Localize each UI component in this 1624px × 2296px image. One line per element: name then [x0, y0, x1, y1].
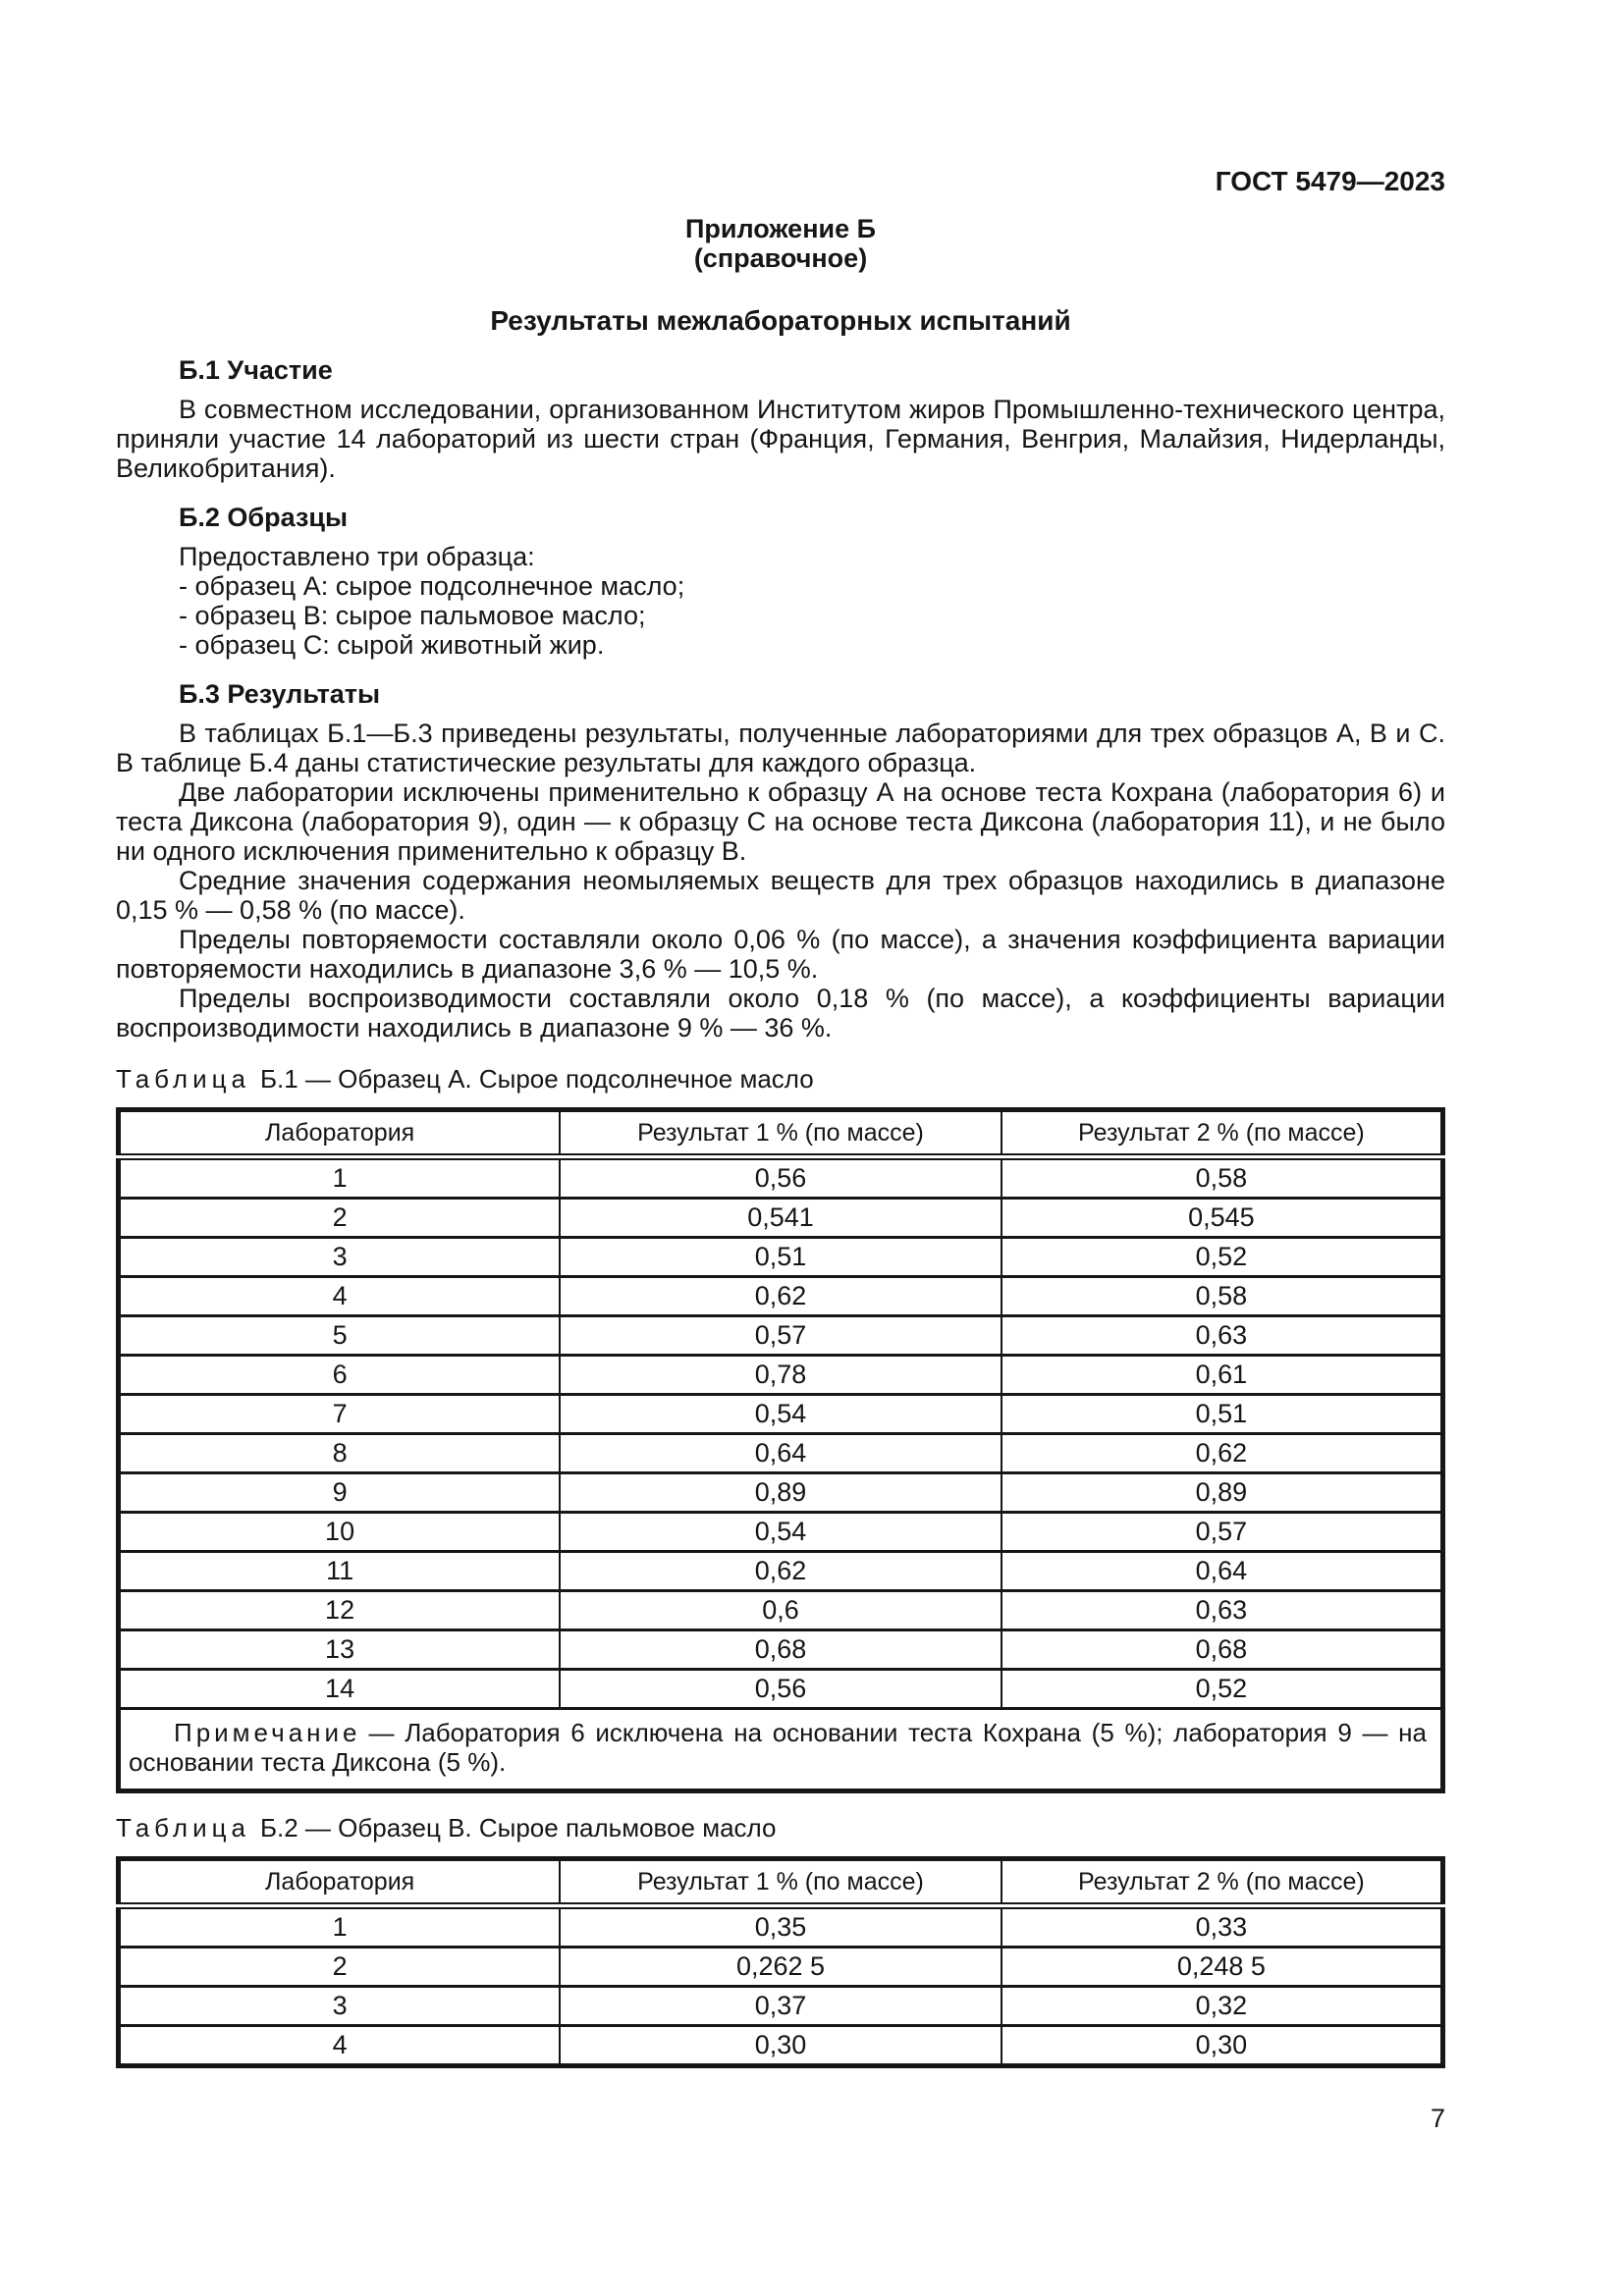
table-cell: 3: [119, 1238, 561, 1277]
table-cell: 0,64: [560, 1434, 1001, 1473]
sample-item-c: - образец С: сырой животный жир.: [179, 630, 605, 660]
table-cell: 0,52: [1001, 1238, 1443, 1277]
table-b2-title: [116, 1813, 1445, 1842]
table-row: [119, 1948, 1443, 1987]
column-header-laboratory: Лаборатория: [119, 1859, 561, 1906]
table-cell: 0,68: [1001, 1630, 1443, 1670]
appendix-title: Результаты межлабораторных испытаний: [490, 305, 1071, 336]
table-cell: 0,89: [1001, 1473, 1443, 1513]
table-row: [119, 1670, 1443, 1709]
table-b1-note: [129, 1718, 1427, 1777]
table-cell: 0,6: [560, 1591, 1001, 1630]
table-cell: 13: [119, 1630, 561, 1670]
table-cell: 3: [119, 1987, 561, 2026]
section-b2-heading: Б.2 Образцы: [179, 503, 349, 532]
table-cell: 9: [119, 1473, 561, 1513]
table-cell: 7: [119, 1395, 561, 1434]
section-b3-paragraph-2: Две лаборатории исключены применительно к образцу А на основе теста Кохрана (лаборатория 6) и теста Диксона (лаборатория 9), один — к образцу С на основе теста Диксона (лаборатория 11), и не было ни одного исключения применительно к образцу В.: [116, 777, 1445, 866]
table-b1: [116, 1107, 1445, 1793]
table-b2-title-rest: Б.2 — Образец В. Сырое пальмовое масло: [259, 1813, 777, 1842]
table-cell: 1: [119, 1906, 561, 1948]
table-cell: 0,262 5: [560, 1948, 1001, 1987]
column-header-result2: Результат 2 % (по массе): [1001, 1859, 1443, 1906]
table-row: [119, 1277, 1443, 1316]
table-header-row: [119, 1859, 1443, 1906]
table-b1-footer: [119, 1709, 1443, 1791]
table-row: [119, 1316, 1443, 1356]
table-row: [119, 1395, 1443, 1434]
table-cell: 0,58: [1001, 1157, 1443, 1199]
table-b2-title-word: Таблица: [116, 1813, 250, 1842]
table-cell: 0,56: [560, 1157, 1001, 1199]
table-row: [119, 2026, 1443, 2066]
table-row: [119, 1473, 1443, 1513]
table-b1-body: [119, 1157, 1443, 1709]
table-cell: 0,51: [1001, 1395, 1443, 1434]
table-cell: 0,63: [1001, 1591, 1443, 1630]
sample-item-b: - образец В: сырое пальмовое масло;: [179, 601, 646, 630]
table-cell: 0,89: [560, 1473, 1001, 1513]
section-b3-paragraph-3: Средние значения содержания неомыляемых веществ для трех образцов находились в диапазоне 0,15 % — 0,58 % (по массе).: [116, 866, 1445, 925]
sample-item-a: - образец А: сырое подсолнечное масло;: [179, 571, 685, 601]
table-cell: 12: [119, 1591, 561, 1630]
table-row: [119, 1987, 1443, 2026]
section-b1-heading: Б.1 Участие: [179, 355, 333, 385]
table-cell: 4: [119, 1277, 561, 1316]
table-cell: 5: [119, 1316, 561, 1356]
table-row: [119, 1552, 1443, 1591]
note-word: Примечание: [174, 1718, 361, 1747]
table-row: [119, 1238, 1443, 1277]
table-cell: 0,56: [560, 1670, 1001, 1709]
table-b1-title: [116, 1064, 1445, 1094]
table-cell: 0,541: [560, 1199, 1001, 1238]
table-cell: 0,30: [560, 2026, 1001, 2066]
table-cell: 6: [119, 1356, 561, 1395]
table-cell: 0,62: [1001, 1434, 1443, 1473]
column-header-laboratory: Лаборатория: [119, 1110, 561, 1157]
table-note-row: [119, 1709, 1443, 1791]
table-row: [119, 1630, 1443, 1670]
doc-number: ГОСТ 5479—2023: [1215, 166, 1445, 196]
table-cell: 11: [119, 1552, 561, 1591]
column-header-result1: Результат 1 % (по массе): [560, 1859, 1001, 1906]
section-b2-intro: Предоставлено три образца:: [179, 542, 535, 571]
table-cell: 0,30: [1001, 2026, 1443, 2066]
note-rest: — Лаборатория 6 исключена на основании теста Кохрана (5 %); лаборатория 9 — на основании теста Диксона (5 %).: [129, 1718, 1427, 1777]
table-cell: 0,57: [1001, 1513, 1443, 1552]
table-cell: 0,64: [1001, 1552, 1443, 1591]
table-header-row: [119, 1110, 1443, 1157]
table-cell: 0,545: [1001, 1199, 1443, 1238]
table-cell: 0,68: [560, 1630, 1001, 1670]
table-row: [119, 1591, 1443, 1630]
table-b2-header: [119, 1859, 1443, 1906]
table-cell: 0,54: [560, 1513, 1001, 1552]
table-row: [119, 1356, 1443, 1395]
table-cell: 0,62: [560, 1552, 1001, 1591]
table-b1-header: [119, 1110, 1443, 1157]
table-cell: 0,63: [1001, 1316, 1443, 1356]
table-cell: 8: [119, 1434, 561, 1473]
table-b2-body: [119, 1906, 1443, 2066]
section-b3-paragraph-1: В таблицах Б.1—Б.3 приведены результаты, полученные лабораториями для трех образцов А, В и С. В таблице Б.4 даны статистические результаты для каждого образца.: [116, 719, 1445, 777]
table-b2: [116, 1856, 1445, 2068]
table-cell: 0,51: [560, 1238, 1001, 1277]
column-header-result2: Результат 2 % (по массе): [1001, 1110, 1443, 1157]
table-note-cell: [119, 1709, 1443, 1791]
table-cell: 0,62: [560, 1277, 1001, 1316]
table-cell: 0,35: [560, 1906, 1001, 1948]
table-cell: 14: [119, 1670, 561, 1709]
appendix-label: Приложение Б: [684, 214, 877, 243]
page-number: 7: [1430, 2104, 1445, 2133]
appendix-kind: (справочное): [693, 243, 868, 273]
table-cell: 0,248 5: [1001, 1948, 1443, 1987]
table-row: [119, 1434, 1443, 1473]
table-cell: 0,54: [560, 1395, 1001, 1434]
table-cell: 2: [119, 1948, 561, 1987]
table-cell: 0,32: [1001, 1987, 1443, 2026]
table-cell: 0,78: [560, 1356, 1001, 1395]
table-cell: 0,61: [1001, 1356, 1443, 1395]
table-cell: 10: [119, 1513, 561, 1552]
table-cell: 0,57: [560, 1316, 1001, 1356]
table-row: [119, 1157, 1443, 1199]
table-row: [119, 1906, 1443, 1948]
table-cell: 2: [119, 1199, 561, 1238]
table-row: [119, 1199, 1443, 1238]
table-cell: 0,33: [1001, 1906, 1443, 1948]
table-row: [119, 1513, 1443, 1552]
column-header-result1: Результат 1 % (по массе): [560, 1110, 1001, 1157]
table-cell: 4: [119, 2026, 561, 2066]
table-cell: 0,37: [560, 1987, 1001, 2026]
section-b1-paragraph: В совместном исследовании, организованном Институтом жиров Промышленно-технического центра, приняли участие 14 лабораторий из шести стран (Франция, Германия, Венгрия, Малайзия, Нидерланды, Великобритания).: [116, 395, 1445, 483]
table-b1-title-rest: Б.1 — Образец А. Сырое подсолнечное масло: [259, 1064, 814, 1094]
section-b3-paragraph-5: Пределы воспроизводимости составляли около 0,18 % (по массе), а коэффициенты вариации воспроизводимости находились в диапазоне 9 % — 36 %.: [116, 984, 1445, 1042]
section-b3-heading: Б.3 Результаты: [179, 679, 381, 709]
section-b3-paragraph-4: Пределы повторяемости составляли около 0,06 % (по массе), а значения коэффициента вариации повторяемости находились в диапазоне 3,6 % — 10,5 %.: [116, 925, 1445, 984]
table-cell: 1: [119, 1157, 561, 1199]
table-cell: 0,52: [1001, 1670, 1443, 1709]
table-cell: 0,58: [1001, 1277, 1443, 1316]
table-b1-title-word: Таблица: [116, 1064, 250, 1094]
